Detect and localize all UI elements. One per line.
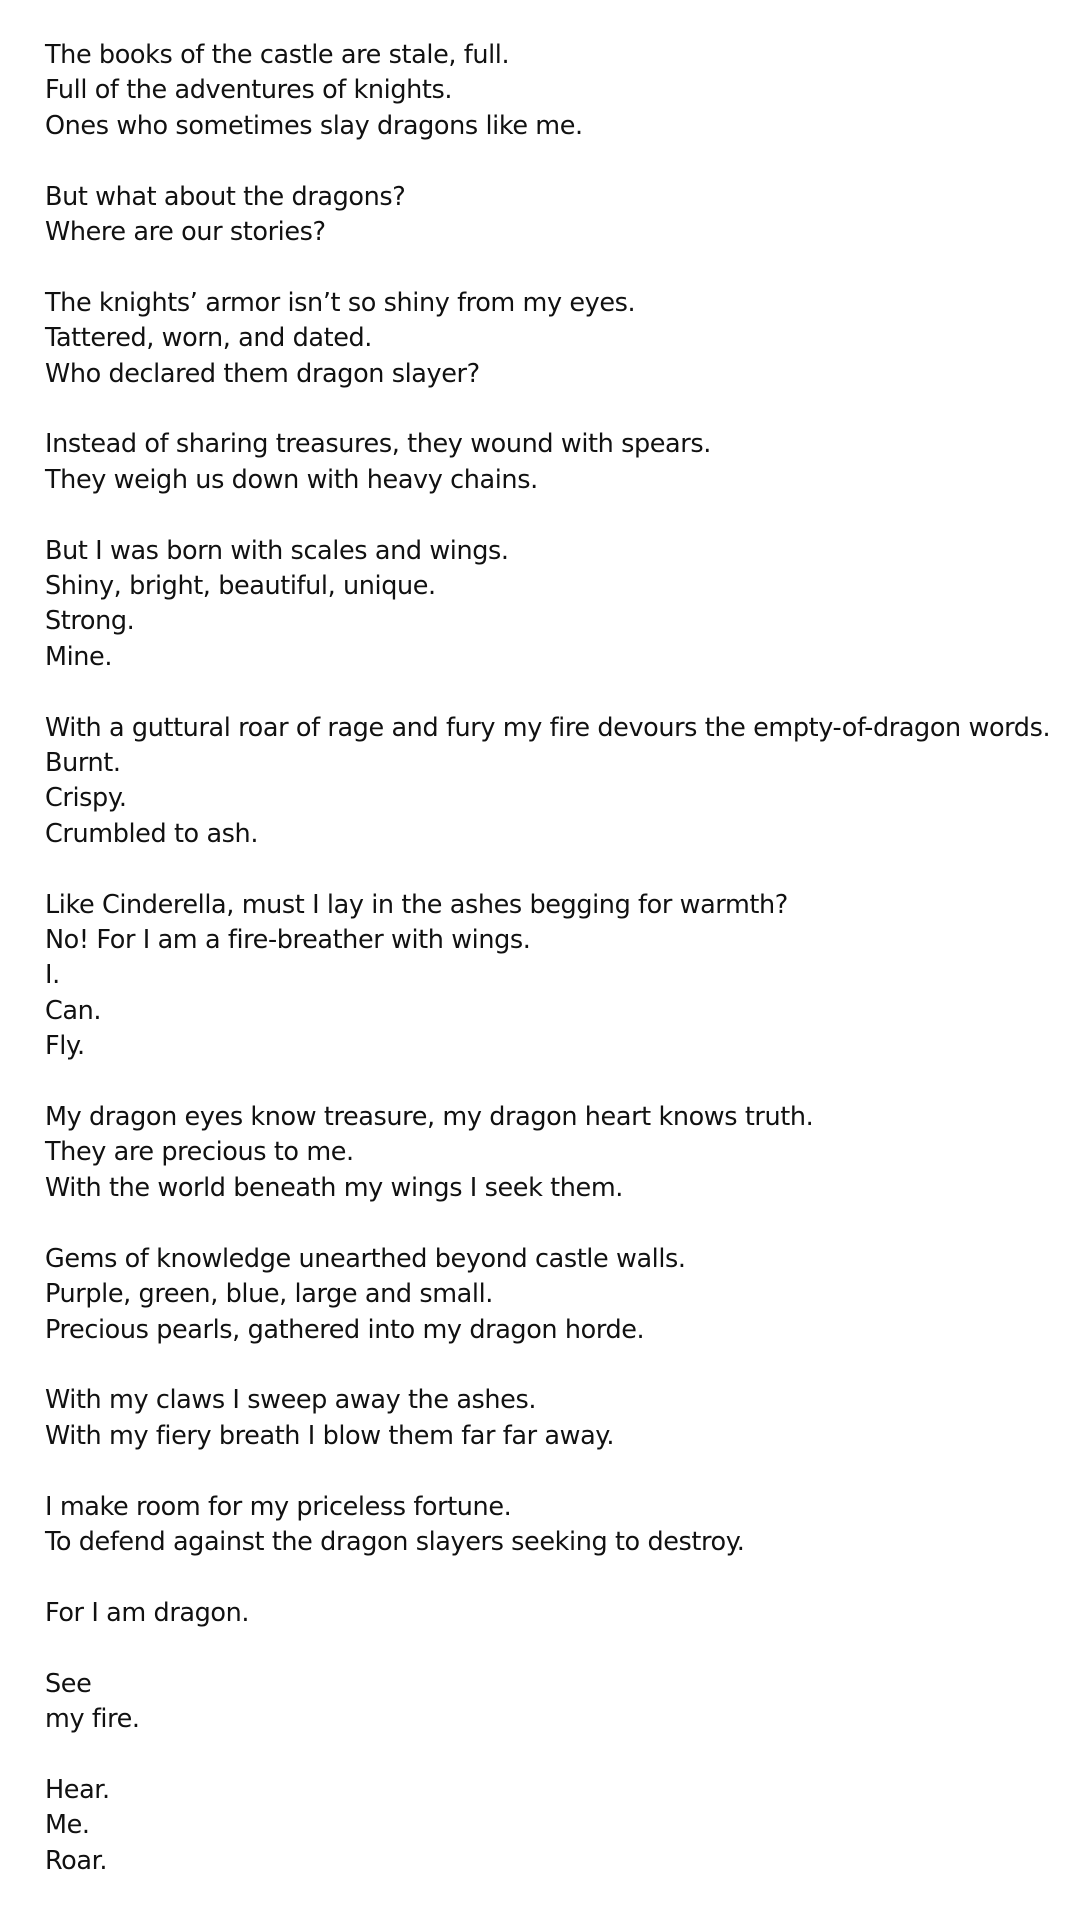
poem-body bbox=[45, 38, 1065, 1879]
stanza bbox=[45, 1383, 1065, 1454]
stanza bbox=[45, 180, 1065, 251]
poem-line: I make room for my priceless fortune. bbox=[45, 1491, 512, 1522]
stanza bbox=[45, 711, 1065, 853]
poem-line: Precious pearls, gathered into my dragon horde. bbox=[45, 1314, 645, 1345]
poem-line: Instead of sharing treasures, they wound with spears. bbox=[45, 429, 711, 460]
stanza bbox=[45, 1100, 1065, 1206]
poem-line: With a guttural roar of rage and fury my fire devours the empty-of-dragon words. bbox=[45, 712, 1051, 743]
poem-line: Shiny, bright, beautiful, unique. bbox=[45, 571, 436, 602]
poem-line: I. bbox=[45, 960, 60, 991]
stanza bbox=[45, 1490, 1065, 1561]
poem-line: Hear. bbox=[45, 1774, 110, 1805]
stanza bbox=[45, 1773, 1065, 1879]
poem-line: Me. bbox=[45, 1810, 90, 1841]
poem-line: Burnt. bbox=[45, 748, 121, 779]
poem-line: Roar. bbox=[45, 1845, 108, 1876]
stanza bbox=[45, 534, 1065, 676]
poem-line: With my claws I sweep away the ashes. bbox=[45, 1385, 537, 1416]
poem-line: Gems of knowledge unearthed beyond castle walls. bbox=[45, 1243, 686, 1274]
stanza bbox=[45, 888, 1065, 1065]
poem-line: But what about the dragons? bbox=[45, 181, 406, 212]
poem-line: my fire. bbox=[45, 1703, 140, 1734]
poem-line: Mine. bbox=[45, 641, 113, 672]
poem-line: My dragon eyes know treasure, my dragon heart knows truth. bbox=[45, 1102, 814, 1133]
poem-line: Purple, green, blue, large and small. bbox=[45, 1279, 493, 1310]
poem-line: Who declared them dragon slayer? bbox=[45, 358, 480, 389]
stanza bbox=[45, 38, 1065, 144]
poem-line: They weigh us down with heavy chains. bbox=[45, 464, 538, 495]
stanza bbox=[45, 1242, 1065, 1348]
poem-line: No! For I am a fire-breather with wings. bbox=[45, 925, 531, 956]
poem-line: With my fiery breath I blow them far far away. bbox=[45, 1420, 615, 1451]
poem-line: Like Cinderella, must I lay in the ashes begging for warmth? bbox=[45, 889, 788, 920]
poem-line: Crumbled to ash. bbox=[45, 818, 259, 849]
poem-line: With the world beneath my wings I seek them. bbox=[45, 1172, 623, 1203]
poem-line: Strong. bbox=[45, 606, 135, 637]
poem-line: Where are our stories? bbox=[45, 217, 326, 248]
poem-line: The books of the castle are stale, full. bbox=[45, 40, 510, 70]
poem-line: For I am dragon. bbox=[45, 1597, 250, 1628]
poem-line: To defend against the dragon slayers seeking to destroy. bbox=[45, 1526, 745, 1557]
poem-line: Ones who sometimes slay dragons like me. bbox=[45, 110, 583, 141]
stanza bbox=[45, 286, 1065, 392]
poem-line: Crispy. bbox=[45, 783, 127, 814]
poem-line: Tattered, worn, and dated. bbox=[45, 323, 373, 354]
poem-line: Full of the adventures of knights. bbox=[45, 75, 453, 106]
poem-line: They are precious to me. bbox=[45, 1137, 354, 1168]
poem-line: The knights’ armor isn’t so shiny from my eyes. bbox=[45, 287, 636, 318]
poem-line: See bbox=[45, 1668, 92, 1699]
stanza bbox=[45, 427, 1065, 498]
poem-line: Fly. bbox=[45, 1031, 85, 1062]
stanza bbox=[45, 1667, 1065, 1738]
stanza bbox=[45, 1596, 1065, 1631]
poem-line: But I was born with scales and wings. bbox=[45, 535, 509, 566]
poem-line: Can. bbox=[45, 995, 102, 1026]
